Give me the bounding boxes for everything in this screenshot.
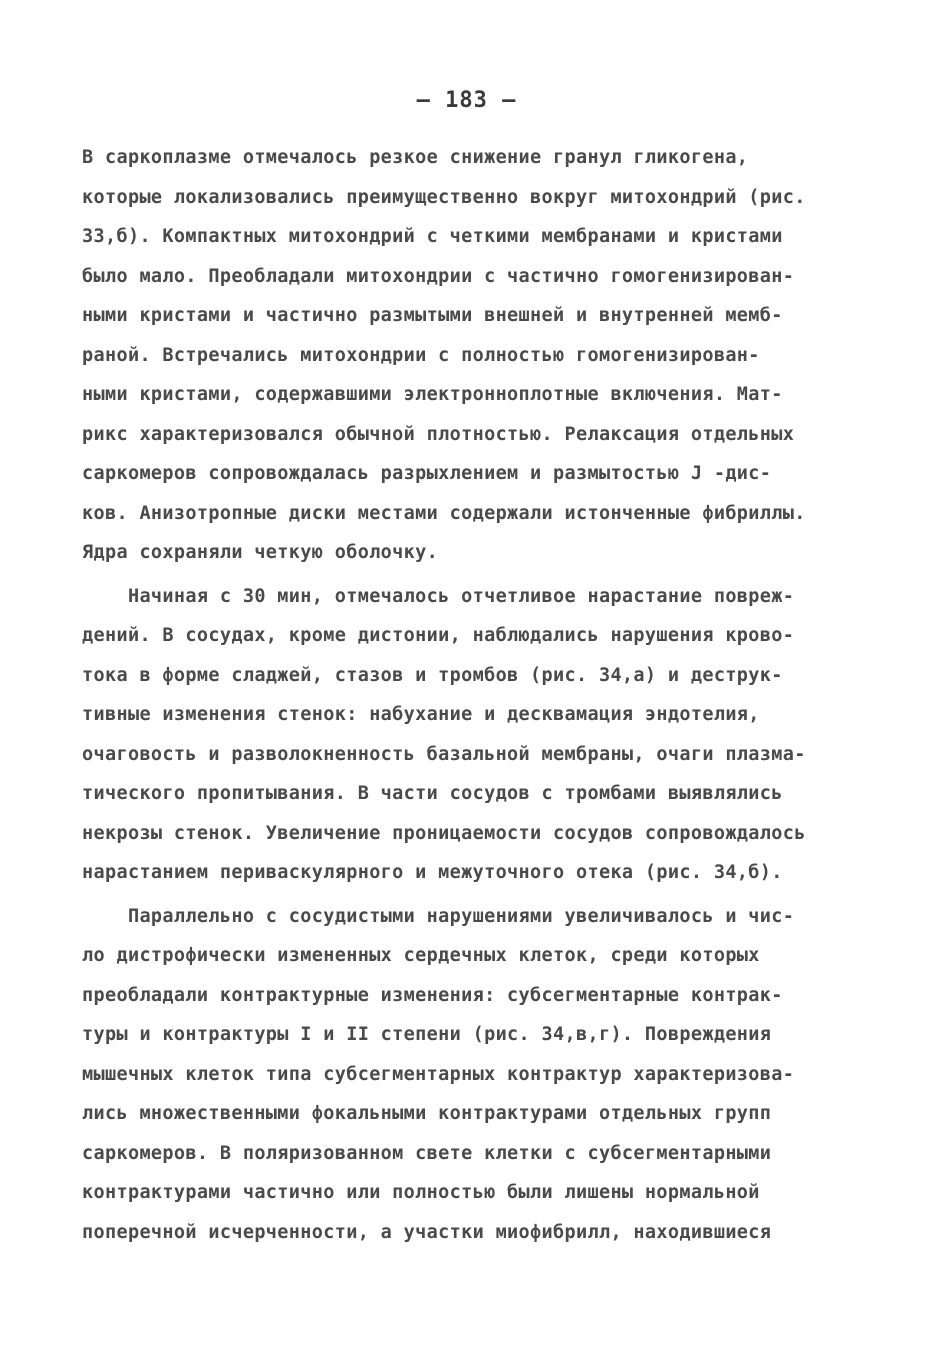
text-line: 33,б). Компактных митохондрий с четкими мембранами и кристами (82, 226, 783, 247)
text-line: ло дистрофически измененных сердечных клеток, среди которых (82, 945, 760, 966)
text-line: тивные изменения стенок: набухание и десквамация эндотелия, (82, 704, 760, 725)
text-line: саркомеров. В поляризованном свете клетки с субсегментарными (82, 1142, 772, 1164)
text-line: которые локализовались преимущественно вокруг митохондрий (рис. (82, 186, 806, 208)
text-line: ными кристами и частично размытыми внешней и внутренней мемб- (82, 305, 783, 326)
text-line: очаговость и разволокненность базальной мембраны, очаги плазма- (82, 743, 806, 765)
text-line: тического пропитывания. В части сосудов с тромбами выявлялись (82, 783, 783, 804)
text-line: поперечной исчерченности, а участки миофибрилл, находившиеся (82, 1221, 772, 1243)
text-line: раной. Встречались митохондрии с полностью гомогенизирован- (82, 344, 760, 366)
body-text (82, 138, 842, 1252)
text-line: Ядра сохраняли четкую оболочку. (82, 542, 439, 563)
text-line: нарастанием периваскулярного и межуточного отека (рис. 34,б). (82, 862, 783, 883)
paragraph-2 (82, 577, 842, 893)
text-line: дений. В сосудах, кроме дистонии, наблюдались нарушения крово- (82, 625, 795, 646)
text-line: контрактурами частично или полностью были лишены нормальной (82, 1182, 760, 1203)
text-line: некрозы стенок. Увеличение проницаемости сосудов сопровождалось (82, 822, 806, 844)
text-line: тока в форме сладжей, стазов и тромбов (рис. 34,а) и деструк- (82, 664, 783, 686)
paragraph-1 (82, 138, 842, 573)
page-number: – 183 – (416, 88, 517, 113)
text-line: Параллельно с сосудистыми нарушениями увеличивалось и чис- (82, 905, 795, 927)
text-line: В саркоплазме отмечалось резкое снижение гранул гликогена, (82, 147, 749, 168)
text-line: саркомеров сопровождалась разрыхлением и размытостью J -дис- (82, 463, 772, 484)
text-line: преобладали контрактурные изменения: субсегментарные контрак- (82, 984, 783, 1006)
text-line: ными кристами, содержавшими электронноплотные включения. Мат- (82, 384, 783, 405)
text-line: туры и контрактуры I и II степени (рис. 34,в,г). Повреждения (82, 1024, 772, 1045)
text-line: лись множественными фокальными контрактурами отдельных групп (82, 1103, 772, 1124)
text-line: мышечных клеток типа субсегментарных контрактур характеризова- (82, 1063, 795, 1085)
paragraph-3 (82, 897, 842, 1253)
text-line: рикс характеризовался обычной плотностью. Релаксация отдельных (82, 423, 795, 445)
text-line: Начиная с 30 мин, отмечалось отчетливое нарастание повреж- (82, 585, 795, 607)
text-line: ков. Анизотропные диски местами содержали истонченные фибриллы. (82, 502, 806, 524)
text-line: было мало. Преобладали митохондрии с частично гомогенизирован- (82, 265, 795, 287)
